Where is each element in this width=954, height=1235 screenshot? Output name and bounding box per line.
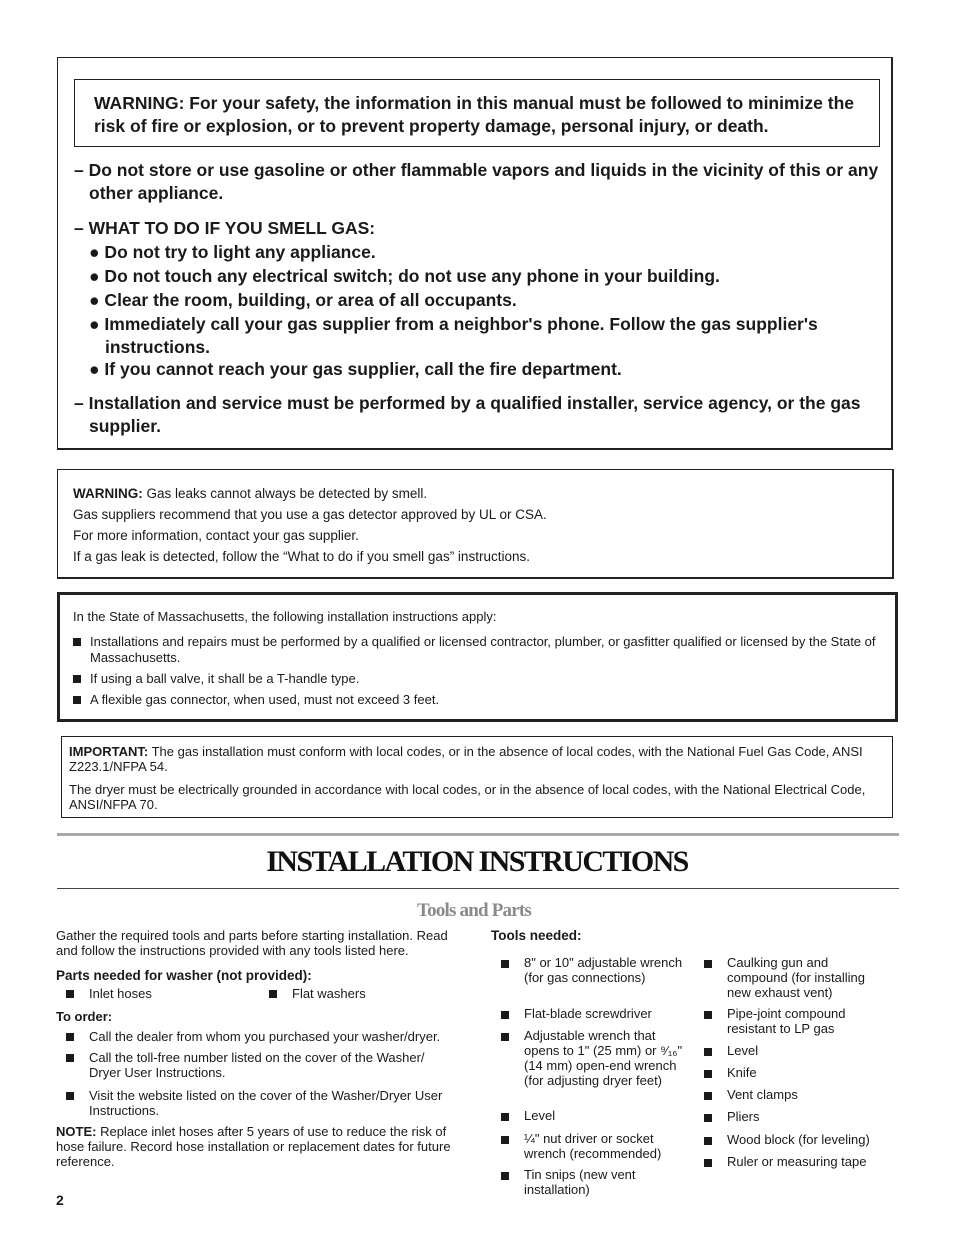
tool-item-text: ¼" nut driver or socket wrench (recommended) xyxy=(524,1131,662,1161)
list-item-text: A flexible gas connector, when used, must not exceed 3 feet. xyxy=(90,692,440,707)
warning-bullet: ● If you cannot reach your gas supplier, call the fire department. xyxy=(89,359,622,379)
warning-item-flammable: – Do not store or use gasoline or other flammable vapors and liquids in the vicinity of this or any other appliance. xyxy=(74,160,879,203)
square-bullet-icon xyxy=(704,1070,712,1078)
tool-item xyxy=(491,1131,684,1161)
tool-item-text: Adjustable wrench that opens to 1" (25 mm) or ⁹⁄₁₆" (14 mm) open-end wrench (for adjusting dryer feet) xyxy=(524,1028,683,1088)
list-item-text: Call the dealer from whom you purchased your washer/dryer. xyxy=(89,1029,441,1044)
list-item-text: Visit the website listed on the cover of the Washer/Dryer User Instructions. xyxy=(89,1088,443,1118)
square-bullet-icon xyxy=(66,1054,74,1062)
square-bullet-icon xyxy=(501,1033,509,1041)
tool-item xyxy=(694,1087,887,1102)
warning-bullet: ● Do not try to light any appliance. xyxy=(89,242,376,262)
square-bullet-icon xyxy=(501,1113,509,1121)
square-bullet-icon xyxy=(501,1011,509,1019)
warning-item-smell-gas-title: – WHAT TO DO IF YOU SMELL GAS: xyxy=(74,218,376,238)
tool-item xyxy=(694,1006,887,1036)
list-item xyxy=(56,1050,459,1080)
square-bullet-icon xyxy=(66,1033,74,1041)
list-item-text: Installations and repairs must be performed by a qualified or licensed contractor, plumber, or gasfitter qualified or licensed by the State of Massachusetts. xyxy=(90,634,876,665)
gas-leak-line: Gas suppliers recommend that you use a gas detector approved by UL or CSA. xyxy=(73,507,547,522)
list-item xyxy=(56,986,269,1001)
important-label: IMPORTANT: xyxy=(69,744,149,759)
warning-item-installation: – Installation and service must be performed by a qualified installer, service agency, or the gas supplier. xyxy=(74,393,861,436)
tool-item-text: Knife xyxy=(727,1065,757,1080)
square-bullet-icon xyxy=(501,960,509,968)
square-bullet-icon xyxy=(73,638,81,646)
square-bullet-icon xyxy=(704,1114,712,1122)
order-title: To order: xyxy=(56,1009,113,1024)
list-item xyxy=(259,986,472,1001)
square-bullet-icon xyxy=(66,1092,74,1100)
gas-leak-line: For more information, contact your gas supplier. xyxy=(73,528,359,543)
gas-leak-text: Gas leaks cannot always be detected by smell. xyxy=(146,486,428,501)
note-text: Replace inlet hoses after 5 years of use to reduce the risk of hose failure. Record hose installation or replacement dates for future reference. xyxy=(56,1124,451,1169)
tool-item xyxy=(491,1167,684,1197)
tool-item-text: 8" or 10" adjustable wrench (for gas connections) xyxy=(524,955,683,985)
warning-header xyxy=(74,79,880,147)
tool-item xyxy=(694,1132,897,1147)
tools-title: Tools needed: xyxy=(491,928,582,943)
tool-item-text: Level xyxy=(727,1043,759,1058)
square-bullet-icon xyxy=(704,1137,712,1145)
tool-item-text: Ruler or measuring tape xyxy=(727,1154,867,1169)
important-paragraph xyxy=(69,744,869,774)
square-bullet-icon xyxy=(501,1136,509,1144)
section-divider xyxy=(57,833,899,836)
gas-leak-line: If a gas leak is detected, follow the “What to do if you smell gas” instructions. xyxy=(73,549,530,564)
square-bullet-icon xyxy=(704,1048,712,1056)
tool-item xyxy=(694,1154,897,1169)
list-item xyxy=(73,671,890,687)
important-text: The gas installation must conform with local codes, or in the absence of local codes, with the National Fuel Gas Code, ANSI Z223.1/NFPA 54. xyxy=(69,744,863,774)
square-bullet-icon xyxy=(704,960,712,968)
gas-leak-label: WARNING: xyxy=(73,486,143,501)
warning-bullet: ● Immediately call your gas supplier from a neighbor's phone. Follow the gas supplier's instructions. xyxy=(89,314,818,357)
tool-item xyxy=(491,1006,684,1021)
parts-title: Parts needed for washer (not provided): xyxy=(56,968,312,983)
list-item xyxy=(56,1088,459,1118)
tool-item xyxy=(491,1028,684,1088)
tool-item-text: Caulking gun and compound (for installing new exhaust vent) xyxy=(727,955,866,1000)
tool-item xyxy=(491,955,684,985)
square-bullet-icon xyxy=(704,1092,712,1100)
square-bullet-icon xyxy=(704,1011,712,1019)
gas-leak-warning-box xyxy=(57,469,894,579)
square-bullet-icon xyxy=(269,990,277,998)
tool-item-text: Pipe-joint compound resistant to LP gas xyxy=(727,1006,846,1036)
tool-item xyxy=(694,1109,887,1124)
tool-item-text: Vent clamps xyxy=(727,1087,798,1102)
massachusetts-intro: In the State of Massachusetts, the following installation instructions apply: xyxy=(73,609,497,624)
tool-item-text: Tin snips (new vent installation) xyxy=(524,1167,636,1197)
list-item xyxy=(73,634,890,666)
gas-leak-line xyxy=(73,486,427,501)
square-bullet-icon xyxy=(73,696,81,704)
tool-item xyxy=(694,1043,887,1058)
tool-item-text: Pliers xyxy=(727,1109,760,1124)
important-box xyxy=(61,736,893,818)
list-item-text: Inlet hoses xyxy=(89,986,152,1001)
gas-safety-warning-box xyxy=(57,57,893,450)
note-label: NOTE: xyxy=(56,1124,97,1139)
square-bullet-icon xyxy=(66,990,74,998)
note-paragraph xyxy=(56,1124,456,1169)
tool-item-text: Flat-blade screwdriver xyxy=(524,1006,652,1021)
tool-item-text: Level xyxy=(524,1108,556,1123)
grounding-paragraph: The dryer must be electrically grounded in accordance with local codes, or in the absence of local codes, with the National Electrical Code, ANSI/NFPA 70. xyxy=(69,782,866,812)
page-title: INSTALLATION INSTRUCTIONS xyxy=(266,845,688,878)
list-item-text: Call the toll-free number listed on the cover of the Washer/ Dryer User Instructions. xyxy=(89,1050,425,1080)
list-item xyxy=(73,692,890,708)
title-underline xyxy=(57,888,899,889)
warning-bullet: ● Do not touch any electrical switch; do not use any phone in your building. xyxy=(89,266,720,286)
intro-paragraph: Gather the required tools and parts before starting installation. Read and follow the instructions provided with any tools listed here. xyxy=(56,928,448,958)
square-bullet-icon xyxy=(73,675,81,683)
massachusetts-box xyxy=(57,592,898,722)
section-heading: Tools and Parts xyxy=(417,900,531,921)
page-number: 2 xyxy=(56,1192,64,1208)
tool-item xyxy=(491,1108,684,1123)
square-bullet-icon xyxy=(501,1172,509,1180)
tool-item-text: Wood block (for leveling) xyxy=(727,1132,870,1147)
list-item-text: If using a ball valve, it shall be a T-handle type. xyxy=(90,671,360,686)
list-item-text: Flat washers xyxy=(292,986,366,1001)
tool-item xyxy=(694,1065,887,1080)
list-item xyxy=(56,1029,469,1044)
warning-bullet: ● Clear the room, building, or area of all occupants. xyxy=(89,290,517,310)
warning-header-text: WARNING: For your safety, the information in this manual must be followed to minimize the risk of fire or explosion, or to prevent property damage, personal injury, or death. xyxy=(94,93,855,136)
tool-item xyxy=(694,955,887,1000)
square-bullet-icon xyxy=(704,1159,712,1167)
